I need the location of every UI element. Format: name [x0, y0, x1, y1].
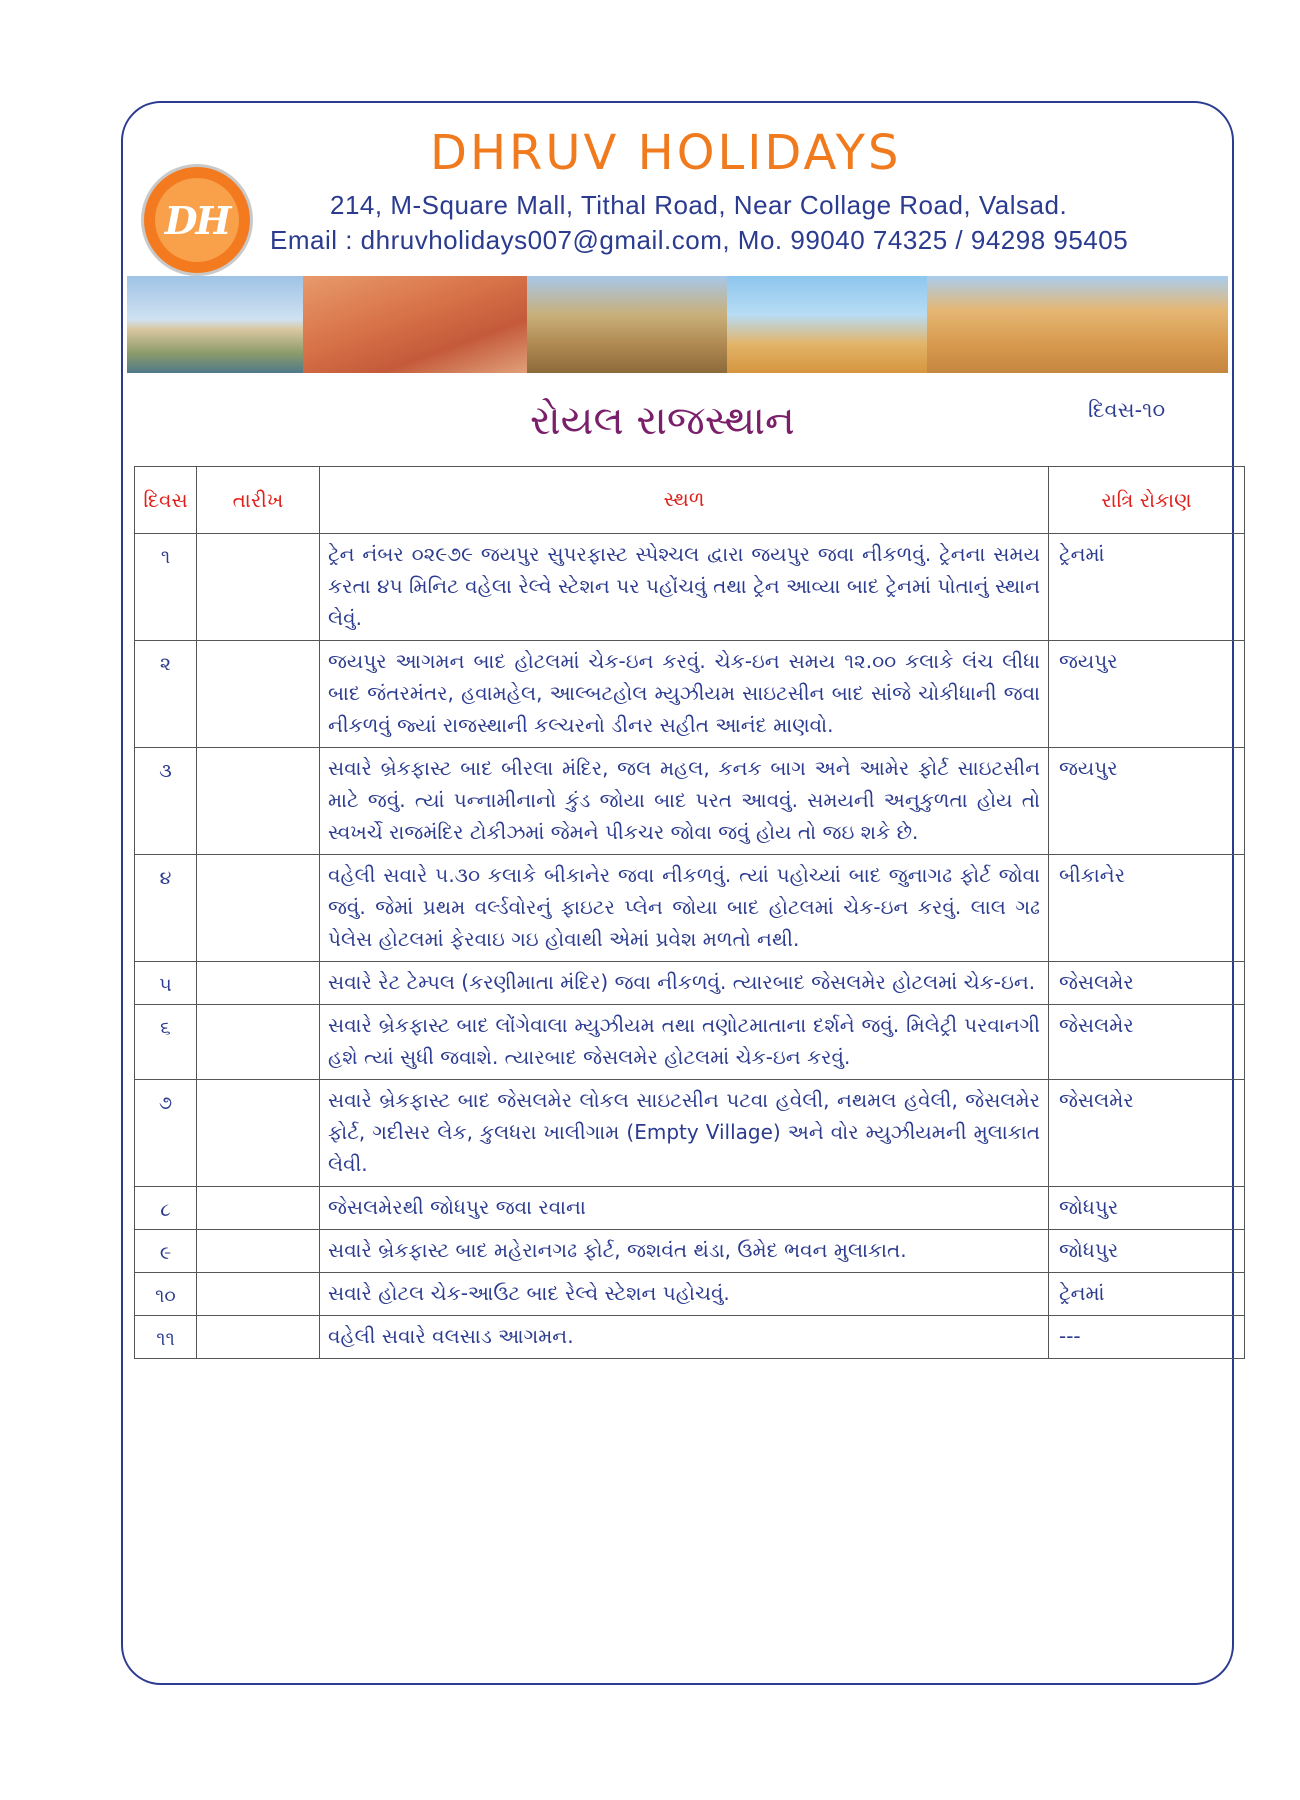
banner-photo-hawa-mahal	[303, 276, 527, 373]
row-date	[197, 962, 320, 1005]
table-row	[135, 1080, 1245, 1187]
row-place: સવારે રેટ ટેમ્પલ (કરણીમાતા મંદિર) જવા નીકળવું. ત્યારબાદ જેસલમેર હોટલમાં ચેક-ઇન.	[320, 962, 1049, 1005]
row-place: સવારે બ્રેકફાસ્ટ બાદ બીરલા મંદિર, જલ મહલ, કનક બાગ અને આમેર ફોર્ટ સાઇટસીન માટે જવું. ત્યાં પન્નામીનાનો કુંડ જોયા બાદ પરત આવવું. સમયની અનુકુળતા હોય તો સ્વખર્ચે રાજમંદિર ટોકીઝમાં જેમને પીકચર જોવા જવું હોય તો જઇ શકે છે.	[320, 748, 1049, 855]
table-row	[135, 962, 1245, 1005]
row-day: ૬	[135, 1005, 197, 1080]
row-night: જેસલમેર	[1049, 1080, 1245, 1187]
row-place: વહેલી સવારે ૫.૩૦ કલાકે બીકાનેર જવા નીકળવું. ત્યાં પહોચ્યાં બાદ જુનાગઢ ફોર્ટ જોવા જવું. જેમાં પ્રથમ વર્લ્ડવોરનું ફાઇટર પ્લેન જોયા બાદ હોટલમાં ચેક-ઇન કરવું. લાલ ગઢ પેલેસ હોટલમાં ફેરવાઇ ગઇ હોવાથી એમાં પ્રવેશ મળતો નથી.	[320, 855, 1049, 962]
table-row	[135, 641, 1245, 748]
row-day: ૯	[135, 1230, 197, 1273]
row-night: જેસલમેર	[1049, 1005, 1245, 1080]
table-row	[135, 855, 1245, 962]
row-date	[197, 1080, 320, 1187]
row-place: જેસલમેરથી જોધપુર જવા રવાના	[320, 1187, 1049, 1230]
row-night: જેસલમેર	[1049, 962, 1245, 1005]
table-row	[135, 1187, 1245, 1230]
row-day: ૩	[135, 748, 197, 855]
header-day: દિવસ	[135, 467, 197, 534]
row-night: ટ્રેનમાં	[1049, 534, 1245, 641]
table-row	[135, 1005, 1245, 1080]
row-place: વહેલી સવારે વલસાડ આગમન.	[320, 1316, 1049, 1359]
row-date	[197, 641, 320, 748]
row-date	[197, 1316, 320, 1359]
table-row	[135, 1316, 1245, 1359]
photo-banner	[127, 276, 1228, 373]
tour-duration: દિવસ-૧૦	[1088, 398, 1166, 422]
row-day: ૨	[135, 641, 197, 748]
table-row	[135, 1273, 1245, 1316]
row-date	[197, 1230, 320, 1273]
logo-text: DH	[155, 178, 239, 262]
row-day: ૫	[135, 962, 197, 1005]
banner-photo-amer-fort	[927, 276, 1228, 373]
row-date	[197, 1005, 320, 1080]
row-date	[197, 534, 320, 641]
row-day: ૧૦	[135, 1273, 197, 1316]
itinerary-table	[134, 466, 1245, 1359]
row-night: જયપુર	[1049, 748, 1245, 855]
row-place: સવારે બ્રેકફાસ્ટ બાદ મહેરાનગઢ ફોર્ટ, જશવંત થંડા, ઉમેદ ભવન મુલાકાત.	[320, 1230, 1049, 1273]
table-row	[135, 748, 1245, 855]
company-contact: Email : dhruvholidays007@gmail.com, Mo. 99040 74325 / 94298 95405	[270, 225, 1129, 255]
row-night: ---	[1049, 1316, 1245, 1359]
row-day: ૧૧	[135, 1316, 197, 1359]
table-row	[135, 534, 1245, 641]
row-date	[197, 855, 320, 962]
row-day: ૮	[135, 1187, 197, 1230]
company-name: DHRUV HOLIDAYS	[430, 125, 902, 181]
company-address: 214, M-Square Mall, Tithal Road, Near Collage Road, Valsad.	[330, 190, 1068, 220]
banner-photo-fort	[527, 276, 727, 373]
row-place: સવારે બ્રેકફાસ્ટ બાદ લોંગેવાલા મ્યુઝીયમ તથા તણોટમાતાના દર્શને જવું. મિલેટ્રી પરવાનગી હશે ત્યાં સુધી જવાશે. ત્યારબાદ જેસલમેર હોટલમાં ચેક-ઇન કરવું.	[320, 1005, 1049, 1080]
row-date	[197, 748, 320, 855]
header-night: રાત્રિ રોકાણ	[1049, 467, 1245, 534]
row-place: સવારે હોટલ ચેક-આઉટ બાદ રેલ્વે સ્ટેશન પહોચવું.	[320, 1273, 1049, 1316]
banner-photo-lake-palace	[127, 276, 303, 373]
row-night: બીકાનેર	[1049, 855, 1245, 962]
tour-title: રોયલ રાજસ્થાન	[530, 398, 795, 444]
row-day: ૪	[135, 855, 197, 962]
company-logo	[141, 164, 253, 276]
table-row	[135, 1230, 1245, 1273]
row-night: જોધપુર	[1049, 1230, 1245, 1273]
row-night: ટ્રેનમાં	[1049, 1273, 1245, 1316]
banner-photo-desert-camels	[727, 276, 927, 373]
row-place: ટ્રેન નંબર ૦૨૯૭૯ જયપુર સુપરફાસ્ટ સ્પેશ્ચલ દ્વારા જયપુર જવા નીકળવું. ટ્રેનના સમય કરતા ૪૫ મિનિટ વહેલા રેલ્વે સ્ટેશન પર પહોંચવું તથા ટ્રેન આવ્યા બાદ ટ્રેનમાં પોતાનું સ્થાન લેવું.	[320, 534, 1049, 641]
row-date	[197, 1187, 320, 1230]
row-day: ૭	[135, 1080, 197, 1187]
row-night: જયપુર	[1049, 641, 1245, 748]
itinerary-header-row	[135, 467, 1245, 534]
row-night: જોધપુર	[1049, 1187, 1245, 1230]
row-place: જયપુર આગમન બાદ હોટલમાં ચેક-ઇન કરવું. ચેક-ઇન સમય ૧૨.૦૦ કલાકે લંચ લીધા બાદ જંતરમંતર, હવામહેલ, આલ્બટહોલ મ્યુઝીયમ સાઇટસીન બાદ સાંજે ચોકીધાની જવા નીકળવું જ્યાં રાજસ્થાની કલ્ચરનો ડીનર સહીત આનંદ માણવો.	[320, 641, 1049, 748]
header-date: તારીખ	[197, 467, 320, 534]
header-place: સ્થળ	[320, 467, 1049, 534]
row-place: સવારે બ્રેકફાસ્ટ બાદ જેસલમેર લોકલ સાઇટસીન પટવા હવેલી, નથમલ હવેલી, જેસલમેર ફોર્ટ, ગદીસર લેક, કુલધરા ખાલીગામ (Empty Village) અને વોર મ્યુઝીયમની મુલાકાત લેવી.	[320, 1080, 1049, 1187]
row-date	[197, 1273, 320, 1316]
row-day: ૧	[135, 534, 197, 641]
